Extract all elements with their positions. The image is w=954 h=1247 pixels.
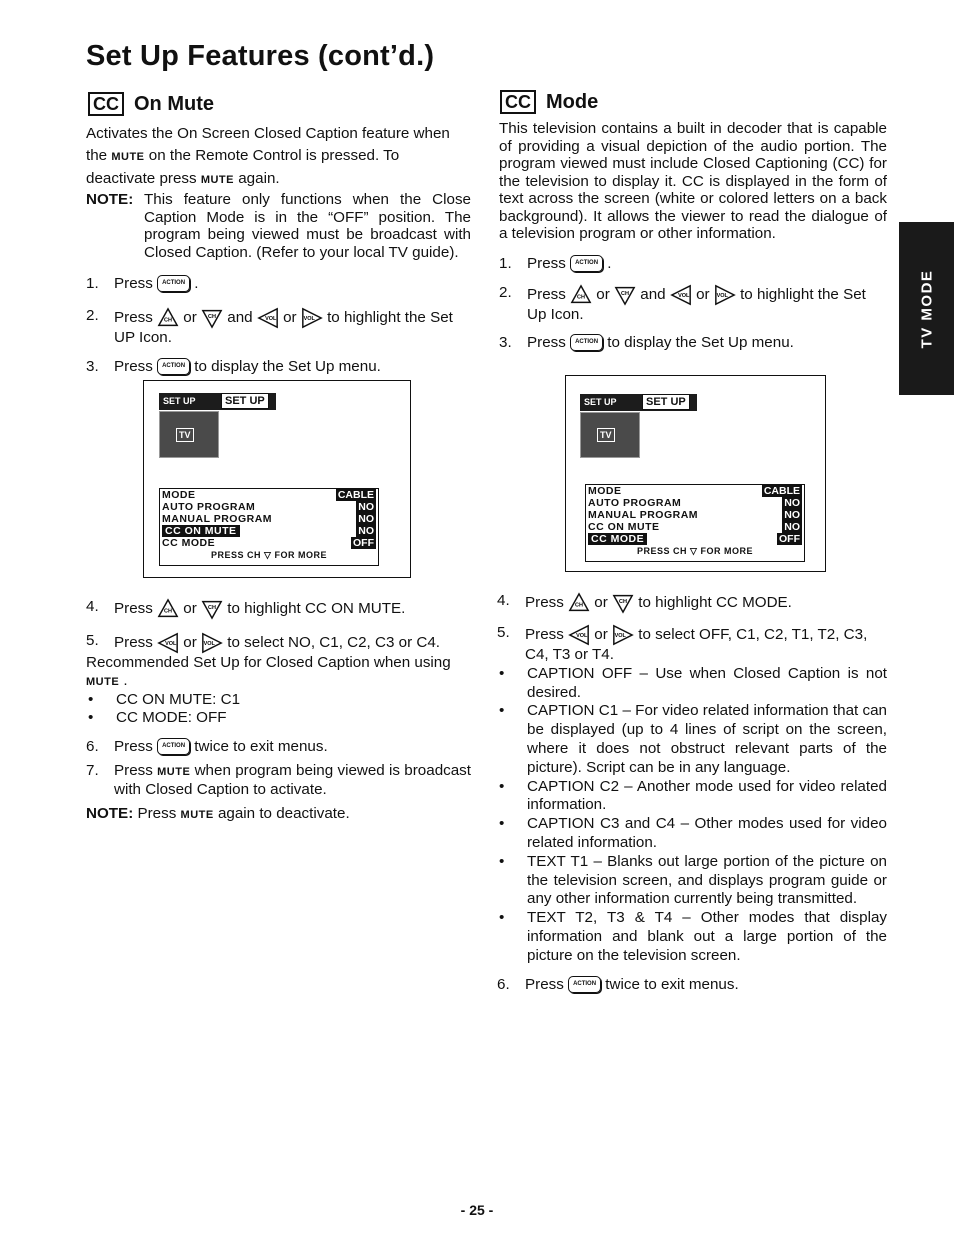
step-text: to select NO, C1, C2, C3 or C4. <box>227 634 440 652</box>
menu-row-value: OFF <box>353 537 374 549</box>
menu-row-label: MODE <box>588 485 622 497</box>
step-text: twice to exit menus. <box>194 738 328 755</box>
side-tab-label: TV MODE <box>918 269 935 348</box>
left-column-lower <box>86 598 471 824</box>
step-text: to display the Set Up menu. <box>194 358 381 375</box>
step-text: Press <box>525 975 564 993</box>
left-bullet: • CC MODE: OFF <box>86 709 471 727</box>
step-text: Press <box>114 358 153 375</box>
step-text: Press <box>114 634 153 652</box>
step-number: 6. <box>497 975 510 993</box>
right-menu-screenshot <box>565 375 826 572</box>
action-key-icon: ACTION <box>157 358 190 375</box>
right-bullet: • TEXT T1 – Blanks out large portion of the picture on the television screen, and displays program guide or any other information currently being transmitted. <box>499 852 887 908</box>
bullet-text: CAPTION C1 – For video related information that can be displayed (up to 4 lines of script on the screen, where it does not obstruct relevant parts of the picture). Script can be in any language. <box>527 702 887 776</box>
step-number: 2. <box>86 306 99 324</box>
step-text: Press <box>527 333 566 351</box>
step-number: 4. <box>86 598 99 615</box>
left-menu-screenshot <box>143 380 411 578</box>
left-intro-word: the <box>86 147 108 164</box>
cc-mode-heading <box>500 90 598 114</box>
step-number: 3. <box>86 358 99 375</box>
menu-row <box>160 501 378 513</box>
step-text: Press <box>525 594 564 612</box>
menu-row-label: CC ON MUTE <box>588 521 660 533</box>
setup-icon-label: SET UP <box>584 397 617 407</box>
step-number: 7. <box>86 761 99 779</box>
mute-key-icon: MUTE <box>200 174 234 186</box>
setup-menu-list <box>585 484 805 562</box>
mute-key-icon: MUTE <box>157 765 191 778</box>
menu-row-value: NO <box>358 525 374 537</box>
note-text: again to deactivate. <box>217 804 350 822</box>
left-column <box>86 123 471 376</box>
recommend-line: Recommended Set Up for Closed Caption when using <box>86 654 451 671</box>
menu-row-label: MANUAL PROGRAM <box>162 513 273 525</box>
action-key-icon: ACTION <box>570 255 603 272</box>
menu-row <box>586 509 804 521</box>
cc-badge-icon: CC <box>88 92 124 116</box>
step-text: . <box>607 254 612 272</box>
step-text: to highlight CC ON MUTE. <box>227 600 406 618</box>
right-bullet: • CAPTION C2 – Another mode used for video related information. <box>499 777 887 814</box>
step-text: or <box>283 308 297 326</box>
tv-icon-label: TV <box>597 428 615 442</box>
left-step-5 <box>86 632 471 654</box>
left-intro <box>86 123 471 191</box>
tv-icon <box>580 412 640 458</box>
side-tab <box>899 222 954 395</box>
ch-down-icon <box>612 592 634 614</box>
step-text: when program being viewed is broadcast with Closed Caption to activate. <box>114 761 471 798</box>
step-text: Press <box>114 308 153 326</box>
menu-row-value: OFF <box>779 533 800 545</box>
step-text: to highlight CC MODE. <box>638 594 792 612</box>
step-text: Press <box>114 761 153 779</box>
menu-row-label: CC ON MUTE <box>162 525 240 537</box>
recommend-end: . <box>123 671 128 689</box>
vol-right-icon <box>714 284 736 306</box>
setup-icon-label: SET UP <box>163 396 196 406</box>
ch-up-icon <box>157 307 179 329</box>
menu-row-label: AUTO PROGRAM <box>588 497 682 509</box>
right-step-2 <box>499 284 887 324</box>
menu-row-label: MODE <box>162 489 196 501</box>
vol-left-icon <box>157 632 179 654</box>
right-bullet: • CAPTION C3 and C4 – Other modes used for video related information. <box>499 815 887 851</box>
bullet-text: TEXT T2, T3 & T4 – Other modes that display information and blank out a large portion of the picture on the television screen. <box>527 909 887 964</box>
menu-row-value: NO <box>784 497 800 509</box>
page-title: Set Up Features (cont’d.) <box>86 40 435 72</box>
tv-icon <box>159 411 219 458</box>
note-label: NOTE: <box>86 804 134 822</box>
menu-footer: PRESS CH ▽ FOR MORE <box>637 546 753 556</box>
left-step-1 <box>86 275 471 293</box>
left-step-7 <box>86 762 471 799</box>
vol-right-icon <box>201 632 223 654</box>
right-intro: This television contains a built in decoder that is capable of providing a visual depiction of the audio portion. The program viewed must include Closed Captioning (CC) for the television to display it. CC is displayed in the form of text across the screen (white or colored letters on a back background). It allows the viewer to read the dialogue of a television program or other information. <box>499 120 887 242</box>
left-note-2 <box>86 805 471 825</box>
step-text: Press <box>114 738 153 755</box>
left-step-6 <box>86 738 471 756</box>
left-intro-line: again. <box>238 170 280 187</box>
menu-footer: PRESS CH ▽ FOR MORE <box>211 550 327 560</box>
menu-row-highlighted <box>160 525 378 537</box>
cc-badge-icon: CC <box>500 90 536 114</box>
vol-left-icon <box>568 624 590 646</box>
note-text: This feature only functions when the Close Caption Mode is in the “OFF” position. The program being viewed must be broadcast with Closed Caption. (Refer to your local TV guide). <box>144 191 471 261</box>
step-number: 5. <box>497 624 510 641</box>
menu-row <box>160 537 378 549</box>
step-text: and <box>640 286 666 304</box>
note-label: NOTE: <box>86 191 134 208</box>
menu-row-value: CABLE <box>337 489 374 501</box>
step-text: . <box>194 275 199 292</box>
menu-row-value: NO <box>358 513 374 525</box>
step-text: Press <box>114 600 153 618</box>
right-bullet: • CAPTION OFF – Use when Closed Caption is not desired. <box>499 664 887 701</box>
setup-header <box>159 393 276 410</box>
on-mute-heading <box>88 92 214 116</box>
right-step-6 <box>497 976 887 995</box>
step-text: Press <box>525 626 564 644</box>
ch-down-icon <box>201 307 223 329</box>
vol-right-icon <box>301 307 323 329</box>
setup-header <box>580 394 697 411</box>
right-bullet: • TEXT T2, T3 & T4 – Other modes that display information and blank out a large portion of the picture on the television screen. <box>499 909 887 964</box>
step-text: or <box>183 308 197 326</box>
right-column <box>499 120 887 351</box>
menu-row-value: NO <box>358 501 374 513</box>
step-number: 5. <box>86 632 99 649</box>
step-number: 3. <box>499 333 512 351</box>
step-text: or <box>696 286 710 304</box>
right-bullet: • CAPTION C1 – For video related information that can be displayed (up to 4 lines of script on the screen, where it does not obstruct relevant parts of the picture). Script can be in any language. <box>499 702 887 776</box>
bullet-text: CC MODE: OFF <box>116 708 227 726</box>
step-text: to select OFF, C1, C2, T1, T2, C3, C4, T3 or T4. <box>525 626 868 663</box>
left-intro-line: deactivate press <box>86 170 197 187</box>
on-mute-heading-text: On Mute <box>134 92 214 115</box>
bullet-text: CAPTION OFF – Use when Closed Caption is not desired. <box>527 664 887 701</box>
menu-row <box>586 497 804 509</box>
action-key-icon: ACTION <box>157 738 190 755</box>
left-note <box>86 191 471 261</box>
bullet-text: CAPTION C2 – Another mode used for video related information. <box>527 777 887 814</box>
menu-row <box>160 513 378 525</box>
menu-row-label: AUTO PROGRAM <box>162 501 256 513</box>
left-intro-line: on the Remote Control is pressed. To <box>148 147 400 164</box>
mute-key-icon: MUTE <box>86 675 120 688</box>
ch-down-icon <box>201 598 223 620</box>
cc-mode-heading-text: Mode <box>546 90 599 113</box>
step-text: twice to exit menus. <box>605 975 739 993</box>
step-text: to highlight the Set Up Icon. <box>527 286 866 323</box>
menu-row-label: CC MODE <box>588 533 647 545</box>
left-step-4 <box>86 598 471 620</box>
setup-title: SET UP <box>221 393 269 409</box>
mute-key-icon: MUTE <box>111 151 145 163</box>
step-text: or <box>594 594 608 612</box>
right-step-5 <box>497 624 887 665</box>
step-text: and <box>227 308 253 326</box>
step-text: or <box>183 600 197 618</box>
bullet-text: CAPTION C3 and C4 – Other modes used for video related information. <box>527 815 887 851</box>
bullet-text: CC ON MUTE: C1 <box>116 691 241 708</box>
left-step-3 <box>86 358 471 376</box>
ch-up-icon <box>570 284 592 306</box>
ch-down-icon <box>614 284 636 306</box>
menu-row-label: CC MODE <box>162 537 216 549</box>
step-text: Press <box>527 254 566 272</box>
menu-row-label: MANUAL PROGRAM <box>588 509 699 521</box>
ch-up-icon <box>568 592 590 614</box>
step-number: 6. <box>86 738 99 755</box>
page-number: - 25 - <box>460 1202 494 1218</box>
action-key-icon: ACTION <box>157 275 190 292</box>
menu-row <box>160 489 378 501</box>
menu-row <box>586 485 804 497</box>
menu-row-value: CABLE <box>763 485 800 497</box>
vol-right-icon <box>612 624 634 646</box>
left-intro-line: Activates the On Screen Closed Caption feature when <box>86 125 450 142</box>
menu-row-highlighted <box>586 533 804 545</box>
right-step-1 <box>499 255 887 273</box>
right-step-4 <box>497 592 887 614</box>
left-bullet: • CC ON MUTE: C1 <box>86 691 471 709</box>
step-text: Press <box>114 275 153 292</box>
step-text: Press <box>527 286 566 304</box>
menu-row <box>586 521 804 533</box>
note-text: Press <box>137 804 177 822</box>
step-text: or <box>594 626 608 644</box>
step-text: to display the Set Up menu. <box>607 333 794 351</box>
right-step-3 <box>499 334 887 352</box>
mute-key-icon: MUTE <box>180 808 214 821</box>
menu-row-value: NO <box>784 509 800 521</box>
setup-menu-list <box>159 488 379 566</box>
step-number: 1. <box>499 254 512 272</box>
action-key-icon: ACTION <box>568 976 601 993</box>
step-number: 1. <box>86 275 99 292</box>
vol-left-icon <box>670 284 692 306</box>
step-text: to highlight the Set UP Icon. <box>114 308 453 346</box>
menu-row-value: NO <box>784 521 800 533</box>
step-text: or <box>596 286 610 304</box>
recommend-text <box>86 654 471 691</box>
ch-up-icon <box>157 598 179 620</box>
right-column-lower <box>497 592 887 994</box>
tv-icon-label: TV <box>176 428 194 442</box>
action-key-icon: ACTION <box>570 334 603 351</box>
step-number: 4. <box>497 592 510 609</box>
setup-title: SET UP <box>642 394 690 410</box>
bullet-text: TEXT T1 – Blanks out large portion of the picture on the television screen, and displays program guide or any other information currently being transmitted. <box>527 852 887 908</box>
left-step-2 <box>86 307 471 347</box>
step-number: 2. <box>499 284 512 301</box>
vol-left-icon <box>257 307 279 329</box>
step-text: or <box>183 634 197 652</box>
